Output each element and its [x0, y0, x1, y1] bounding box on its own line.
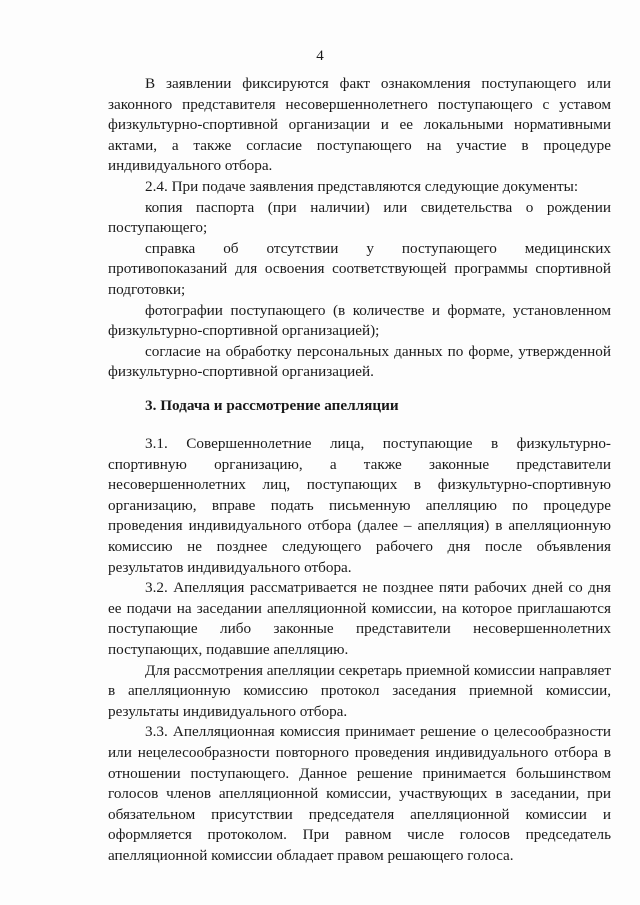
section-3-text-block	[108, 434, 611, 866]
paragraph-personal-data-consent: согласие на обработку персональных данных по форме, утвержденной физкультурно-спортивной организацией.	[108, 342, 611, 381]
page-number: 4	[316, 48, 324, 64]
paragraph-passport-copy: копия паспорта (при наличии) или свидетельства о рождении поступающего;	[108, 198, 611, 237]
paragraph-protocol-referral: Для рассмотрения апелляции секретарь приемной комиссии направляет в апелляционную комиссию протокол заседания приемной комиссии, результаты индивидуального отбора.	[108, 661, 611, 720]
paragraph-statement-content: В заявлении фиксируются факт ознакомления поступающего или законного представителя несовершеннолетнего поступающего с уставом физкультурно-спортивной организации и ее локальными нормативными актами, а также согласие поступающего на участие в процедуре индивидуального отбора.	[108, 75, 611, 175]
paragraph-3-3: 3.3. Апелляционная комиссия принимает решение о целесообразности или нецелесообразности повторного проведения индивидуального отбора в отношении поступающего. Данное решение принимается большинством голосов членов апелляционной комиссии, участвующих в заседании, при обязательном присутствии председателя апелляционной комиссии и оформляется протоколом. При равном числе голосов председатель апелляционной комиссии обладает правом решающего голоса.	[108, 723, 611, 864]
top-text-block	[108, 74, 611, 383]
paragraph-photographs: фотографии поступающего (в количестве и формате, установленном физкультурно-спортивной организацией);	[108, 301, 611, 340]
paragraph-3-1: 3.1. Совершеннолетние лица, поступающие в физкультурно-спортивную организацию, а также законные представители несовершеннолетних лиц, поступающих в физкультурно-спортивную организацию, вправе подать письменную апелляцию по процедуре проведения индивидуального отбора (далее – апелляция) в апелляционную комиссию не позднее следующего рабочего дня после объявления результатов индивидуального отбора.	[108, 435, 611, 576]
paragraph-3-2: 3.2. Апелляция рассматривается не позднее пяти рабочих дней со дня ее подачи на заседании апелляционной комиссии, на которое приглашаются поступающие либо законные представители несовершеннолетних поступающих, подавшие апелляцию.	[108, 579, 611, 658]
paragraph-2-4: 2.4. При подаче заявления представляются следующие документы:	[145, 177, 579, 195]
section-3-heading: 3. Подача и рассмотрение апелляции	[145, 397, 399, 414]
paragraph-medical-certificate: справка об отсутствии у поступающего медицинских противопоказаний для освоения соответствующей программы спортивной подготовки;	[108, 239, 611, 298]
